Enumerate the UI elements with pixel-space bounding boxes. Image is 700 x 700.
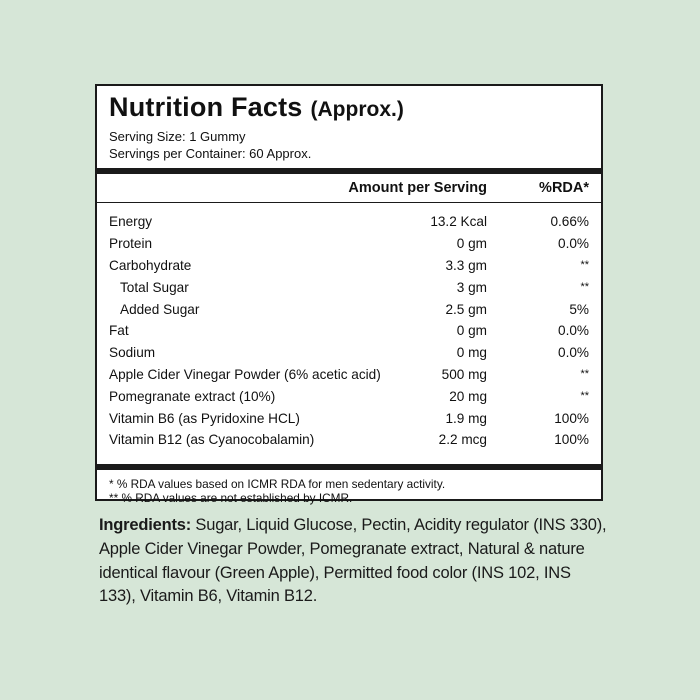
nutrient-row [109,342,591,364]
nutrition-facts-panel [95,84,603,506]
nutrient-amount: 3 gm [456,279,487,295]
nutrient-name: Protein [109,236,153,252]
amount-header: Amount per Serving [348,180,487,196]
nutrient-table [109,203,591,458]
nutrient-name: Sodium [109,345,156,361]
nutrient-name: Vitamin B6 (as Pyridoxine HCL) [109,410,300,426]
nutrient-amount: 0 mg [456,345,487,361]
nutrient-row [109,298,591,320]
servings-per-container: Servings per Container: 60 Approx. [109,146,312,161]
nutrient-row [109,429,591,451]
ingredients-label: Ingredients: [99,516,192,534]
table-header [109,174,591,202]
nutrient-name: Pomegranate extract (10%) [109,388,276,404]
nutrient-rda: 100% [554,432,589,448]
nutrient-name: Apple Cider Vinegar Powder (6% acetic acid) [109,366,381,382]
nutrient-name: Total Sugar [120,279,189,295]
nutrition-title: Nutrition Facts [109,92,303,122]
ingredients-text: Sugar, Liquid Glucose, Pectin, Acidity regulator (INS 330), Apple Cider Vinegar Powder, Pomegranate extract, Natural & nature identical flavour (Green Apple), Permitted food color (INS 102, INS 133), Vitamin B6, Vitamin B12. [99,516,607,606]
nutrient-amount: 20 mg [449,388,487,404]
nutrient-row [109,407,591,429]
nutrient-rda: 100% [554,410,589,426]
nutrient-rda: ** [580,368,589,381]
nutrient-rda: ** [580,259,589,272]
serving-size: Serving Size: 1 Gummy [109,129,246,144]
nutrient-rda: 0.0% [558,345,589,361]
title-row [109,92,591,128]
nutrient-row [109,233,591,255]
nutrient-row [109,255,591,277]
nutrient-rda: ** [580,281,589,294]
footnote-2: ** % RDA values are not established by ICMR. [109,491,353,506]
nutrient-name: Vitamin B12 (as Cyanocobalamin) [109,432,315,448]
nutrient-amount: 0 gm [456,323,487,339]
nutrient-row [109,276,591,298]
nutrient-name: Added Sugar [120,301,200,317]
nutrient-amount: 13.2 Kcal [430,214,487,230]
footnotes [109,470,591,506]
nutrient-amount: 2.2 mcg [438,432,487,448]
nutrition-title-suffix: (Approx.) [310,98,404,121]
nutrient-row [109,364,591,386]
nutrient-name: Energy [109,214,153,230]
nutrient-amount: 2.5 gm [445,301,487,317]
nutrient-rda: 0.0% [558,323,589,339]
nutrient-amount: 1.9 mg [445,410,487,426]
nutrient-row [109,211,591,233]
nutrient-rda: 5% [569,301,589,317]
nutrient-amount: 500 mg [441,366,487,382]
rda-header: %RDA* [539,180,589,196]
nutrient-rda: 0.0% [558,236,589,252]
footnote-1: * % RDA values based on ICMR RDA for men sedentary activity. [109,476,446,491]
nutrient-amount: 3.3 gm [445,257,487,273]
ingredients-block [99,514,609,609]
nutrient-row [109,320,591,342]
nutrient-amount: 0 gm [456,236,487,252]
nutrient-rda: ** [580,390,589,403]
nutrient-rda: 0.66% [550,214,589,230]
nutrient-name: Fat [109,323,129,339]
nutrient-row [109,385,591,407]
nutrient-name: Carbohydrate [109,257,192,273]
